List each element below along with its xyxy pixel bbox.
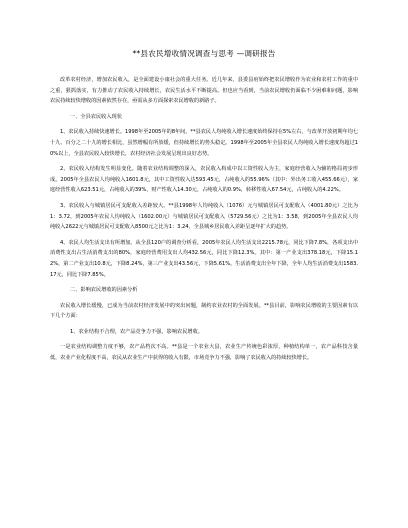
paragraph-3: 3、农民收入与城镇居民可支配收入差距较大。**县1998年人均纯收入（1076）元与城镇居民可支配收入（4001.80元）之比为1：3.72，到2005年农民人均纯收入（1602.00元）与城镇居民可支配收入（5729.56元）之比为1：3.58，到2005年全县农民人均纯收入2622元与城镇居民可支配收入8500元之比为1：3.24，全县城乡居民收入差距呈逐年扩大的趋势。 — [50, 202, 358, 231]
paragraph-4: 4、农民人均生活支出有所增加。从全县120户的调查分析看，2005年农民人均生活支出2215.78元，同比下降7.8%，各项支出中消费性支出占生活消费支出的80%，家庭经营费用支出人均432.56元，同比下降12.3%。其中：第一产业支出378.18元，下降15.12%，第二产业支出10.8元，下降8.24%，第三产业支出43.56元，下降5.61%。生活消费支出全年下降，全年人均生活消费支出1583.17元，同比下降7.85%。 — [50, 239, 358, 278]
section-heading-3: 1、农业结构不合理，农产品竞争力不强，影响农民增收。 — [70, 328, 203, 335]
paragraph-2: 2、农民收入结构发生明显变化。随着农业结构调整的深入，农民收入构成中以工资性收入为主，家庭经营收入为辅的格局初步形成。2005年全县农民人均纯收入1601.8元，其中工资性收入达593.45元，占纯收入的55.96%（其中：外出务工收入455.66元），家庭经营性收入623.51元，占纯收入的39%，财产性收入14.30元，占纯收入的0.9%，转移性收入67.54元，占纯收入的4.22%。 — [50, 166, 358, 194]
paragraph-6: 一是农业结构调整力度不够，农产品档次不高。**县是一个农业大县，农业生产传统色彩浓厚，种植结构单一，农产品科技含量低，农业产业化程度不高，农民从农业生产中获得的收入有限，市场竞争力不强，影响了农民收入的持续较快增长。 — [50, 344, 358, 362]
section-heading-2: 二、影响农民增收的因素分析 — [70, 287, 138, 294]
intro-paragraph: 改革农村经济，增加农民收入，是全面建设小康社会的重大任务。近几年来，县委县府始终把农民增收作为农业和农村工作的重中之重，狠抓落实，有力推动了农民收入持续增长，农民生活水平不断提高。但也应当看到，当前农民增收仍面临不少困难和问题，影响农民持续较快增收的因素依然存在，亟需从多方面探索农民增收的新路子。 — [50, 77, 358, 105]
document-title: **县农民增收情况调查与思考 —调研报告 — [132, 49, 276, 58]
section-heading-1: 一、全县农民收入现状 — [70, 113, 122, 120]
paragraph-5: 农民收入增长缓慢，已成为当前农村经济发展中的突出问题，制约农业农村的全面发展。**县目前，影响农民增收的主要因素有以下几个方面： — [50, 302, 358, 320]
paragraph-1: 1、农民收入持续快速增长。1998年至2005年的8年间，**县农民人均纯收入增长速度始终保持在5%左右，与改革开放初期年均七十九、百分之二十九的增长相比，虽然增幅有所放缓，但持续增长的势头稳定。1998年至2005年全县农民人均纯收入增长速度均超过10%以上，全县农民收入较快增长，农村经济社会发展呈现出良好态势。 — [50, 129, 358, 157]
